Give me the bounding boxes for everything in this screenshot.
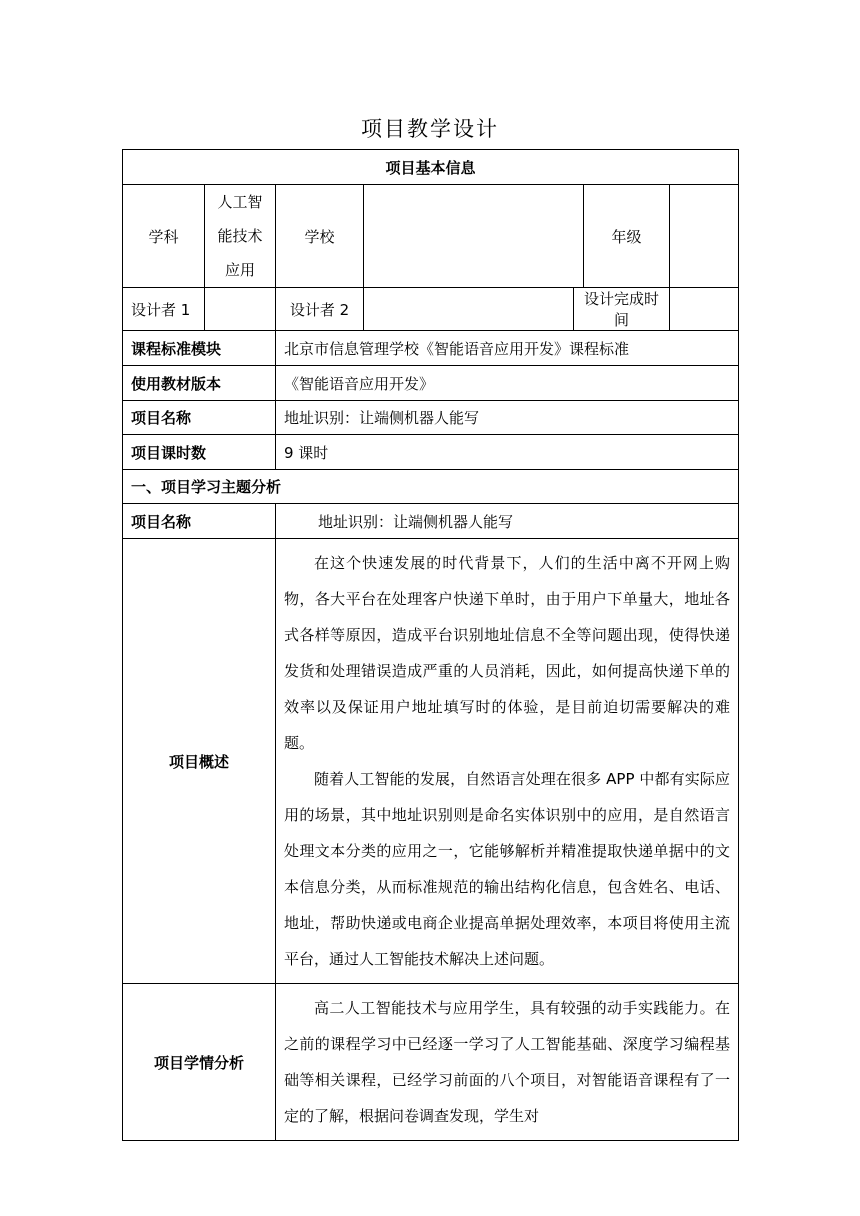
textbook-version-value: 《智能语音应用开发》 — [276, 366, 739, 401]
analysis-paragraph: 高二人工智能技术与应用学生，具有较强的动手实践能力。在之前的课程学习中已经逐一学习了人工智能基础、深度学习编程基础等相关课程，已经学习前面的八个项目，对智能语音课程有了一定的了解，根据问卷调查发现，学生对 — [284, 999, 730, 1125]
learning-analysis-label: 项目学情分析 — [123, 984, 276, 1141]
subject-value-line: 人工智 — [217, 193, 263, 211]
project-hours-label: 项目课时数 — [123, 435, 276, 470]
designer1-label: 设计者 1 — [123, 288, 205, 331]
completion-time-label: 设计完成时间 — [574, 288, 670, 331]
textbook-version-label: 使用教材版本 — [123, 366, 276, 401]
grade-label: 年级 — [584, 185, 670, 288]
course-standard-label: 课程标准模块 — [123, 331, 276, 366]
course-standard-value: 北京市信息管理学校《智能语音应用开发》课程标准 — [276, 331, 739, 366]
subject-label: 学科 — [123, 185, 205, 288]
project-hours-value: 9 课时 — [276, 435, 739, 470]
learning-analysis-content — [276, 984, 739, 1141]
overview-paragraph: 随着人工智能的发展，自然语言处理在很多 APP 中都有实际应用的场景，其中地址识别则是命名实体识别中的应用，是自然语言处理文本分类的应用之一，它能够解析并精准提取快递单据中的文本信息分类，从而标准规范的输出结构化信息，包含姓名、电话、地址，帮助快递或电商企业提高单据处理效率，本项目将使用主流平台，通过人工智能技术解决上述问题。 — [284, 770, 730, 968]
project-design-table — [122, 149, 739, 1141]
designer1-value — [205, 288, 276, 331]
document-title: 项目教学设计 — [361, 117, 499, 141]
section-project-name-label: 项目名称 — [123, 504, 276, 539]
overview-paragraph: 在这个快速发展的时代背景下，人们的生活中离不开网上购物，各大平台在处理客户快递下单时，由于用户下单量大，地址各式各样等原因，造成平台识别地址信息不全等问题出现，使得快递发货和处理错误造成严重的人员消耗，因此，如何提高快递下单的效率以及保证用户地址填写时的体验，是目前迫切需要解决的难题。 — [284, 554, 730, 752]
school-value — [364, 185, 584, 288]
basic-info-header: 项目基本信息 — [123, 150, 739, 185]
designer2-value — [364, 288, 574, 331]
section-heading: 一、项目学习主题分析 — [123, 470, 739, 504]
designer2-label: 设计者 2 — [276, 288, 364, 331]
project-overview-label: 项目概述 — [123, 539, 276, 984]
school-label: 学校 — [276, 185, 364, 288]
subject-value-line: 应用 — [224, 261, 255, 279]
project-name-label: 项目名称 — [123, 401, 276, 435]
grade-value — [670, 185, 739, 288]
project-overview-content — [276, 539, 739, 984]
completion-time-value — [670, 288, 739, 331]
project-name-value: 地址识别：让端侧机器人能写 — [276, 401, 739, 435]
subject-value-line: 能技术 — [217, 227, 263, 245]
section-project-name-value: 地址识别：让端侧机器人能写 — [276, 504, 739, 539]
subject-value — [205, 185, 276, 288]
